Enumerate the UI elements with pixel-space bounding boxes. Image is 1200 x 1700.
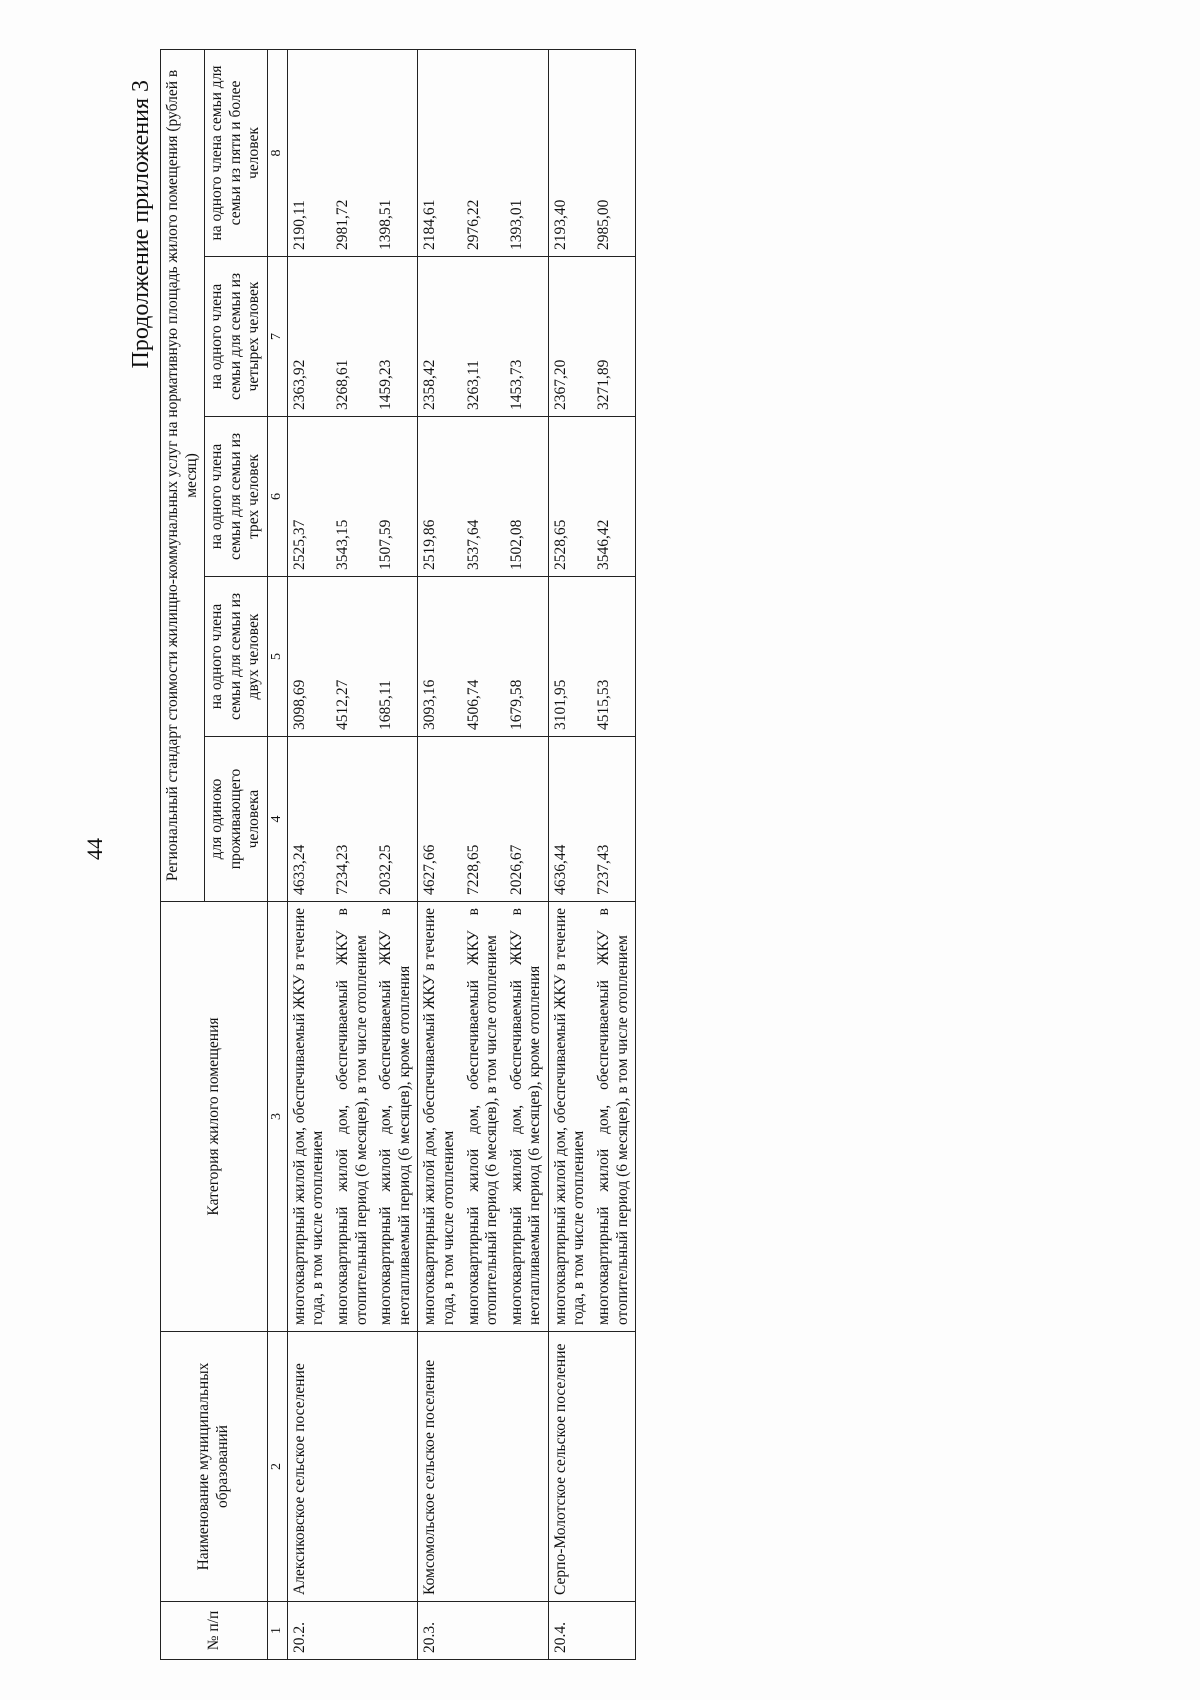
municipality-name: Комсомольское сельское поселение — [418, 1332, 462, 1602]
header-col-five-plus: на одного члена семьи для семьи из пяти и более человек — [205, 49, 268, 256]
column-number: 2 — [267, 1332, 287, 1602]
value-five-plus: 2184,61 — [418, 49, 462, 256]
table-row — [374, 49, 418, 1659]
header-col-number: № п/п — [161, 1602, 268, 1660]
header-col-two: на одного члена семьи для семьи из двух человек — [205, 577, 268, 737]
municipality-name — [374, 1332, 418, 1602]
value-four: 2363,92 — [287, 257, 331, 417]
municipality-name — [505, 1332, 549, 1602]
value-single: 7237,43 — [592, 737, 636, 902]
value-three: 3546,42 — [592, 417, 636, 577]
column-number: 4 — [267, 737, 287, 902]
value-three: 1507,59 — [374, 417, 418, 577]
row-number: 20.3. — [418, 1602, 462, 1660]
value-single: 7234,23 — [331, 737, 374, 902]
column-number: 6 — [267, 417, 287, 577]
row-number — [374, 1602, 418, 1660]
value-three: 2519,86 — [418, 417, 462, 577]
value-three: 2528,65 — [548, 417, 592, 577]
row-number — [462, 1602, 505, 1660]
value-two: 1679,58 — [505, 577, 549, 737]
housing-category: многоквартирный жилой дом, обеспечиваемый ЖКУ в отопительный период (6 месяцев), в том числе отоплением — [331, 902, 374, 1332]
value-single: 2032,25 — [374, 737, 418, 902]
table-row — [462, 49, 505, 1659]
table-row — [548, 49, 592, 1659]
standards-table — [160, 49, 636, 1660]
value-two: 4506,74 — [462, 577, 505, 737]
value-four: 2358,42 — [418, 257, 462, 417]
municipality-name: Серпо-Молотское сельское поселение — [548, 1332, 592, 1602]
value-three: 3543,15 — [331, 417, 374, 577]
value-five-plus: 2190,11 — [287, 49, 331, 256]
housing-category: многоквартирный жилой дом, обеспечиваемый ЖКУ в неотапливаемый период (6 месяцев), кроме отопления — [505, 902, 549, 1332]
continuation-label: Продолжение приложения 3 — [128, 80, 154, 369]
housing-category: многоквартирный жилой дом, обеспечиваемый ЖКУ в неотапливаемый период (6 месяцев), кроме отопления — [374, 902, 418, 1332]
column-number: 8 — [267, 49, 287, 256]
value-five-plus: 1398,51 — [374, 49, 418, 256]
value-three: 2525,37 — [287, 417, 331, 577]
value-four: 3271,89 — [592, 257, 636, 417]
header-col-four: на одного члена семьи для семьи из четырех человек — [205, 257, 268, 417]
value-two: 4515,53 — [592, 577, 636, 737]
page-number: 44 — [82, 838, 107, 860]
value-two: 4512,27 — [331, 577, 374, 737]
value-single: 2026,67 — [505, 737, 549, 902]
value-single: 4627,66 — [418, 737, 462, 902]
municipality-name: Алексиковское сельское поселение — [287, 1332, 331, 1602]
housing-category: многоквартирный жилой дом, обеспечиваемый ЖКУ в течение года, в том числе отоплением — [548, 902, 592, 1332]
value-five-plus: 1393,01 — [505, 49, 549, 256]
table-row — [505, 49, 549, 1659]
header-col-single: для одиноко проживающего человека — [205, 737, 268, 902]
table-row — [418, 49, 462, 1659]
housing-category: многоквартирный жилой дом, обеспечиваемый ЖКУ в отопительный период (6 месяцев), в том числе отоплением — [592, 902, 636, 1332]
value-single: 4633,24 — [287, 737, 331, 902]
header-col-municipality: Наименование муниципальных образований — [161, 1332, 268, 1602]
row-number — [505, 1602, 549, 1660]
municipality-name — [592, 1332, 636, 1602]
value-four: 3263,11 — [462, 257, 505, 417]
value-four: 1459,23 — [374, 257, 418, 417]
value-two: 1685,11 — [374, 577, 418, 737]
column-number: 1 — [267, 1602, 287, 1660]
value-two: 3093,16 — [418, 577, 462, 737]
value-three: 1502,08 — [505, 417, 549, 577]
value-two: 3098,69 — [287, 577, 331, 737]
value-four: 3268,61 — [331, 257, 374, 417]
value-five-plus: 2193,40 — [548, 49, 592, 256]
table-row — [331, 49, 374, 1659]
value-five-plus: 2981,72 — [331, 49, 374, 256]
value-single: 4636,44 — [548, 737, 592, 902]
column-number: 5 — [267, 577, 287, 737]
municipality-name — [331, 1332, 374, 1602]
value-single: 7228,65 — [462, 737, 505, 902]
row-number — [331, 1602, 374, 1660]
value-four: 1453,73 — [505, 257, 549, 417]
value-four: 2367,20 — [548, 257, 592, 417]
value-five-plus: 2985,00 — [592, 49, 636, 256]
column-number: 7 — [267, 257, 287, 417]
row-number — [592, 1602, 636, 1660]
table-row — [592, 49, 636, 1659]
municipality-name — [462, 1332, 505, 1602]
housing-category: многоквартирный жилой дом, обеспечиваемый ЖКУ в течение года, в том числе отоплением — [418, 902, 462, 1332]
value-three: 3537,64 — [462, 417, 505, 577]
header-col-three: на одного члена семьи для семьи из трех человек — [205, 417, 268, 577]
housing-category: многоквартирный жилой дом, обеспечиваемый ЖКУ в течение года, в том числе отоплением — [287, 902, 331, 1332]
value-five-plus: 2976,22 — [462, 49, 505, 256]
column-number: 3 — [267, 902, 287, 1332]
housing-category: многоквартирный жилой дом, обеспечиваемый ЖКУ в отопительный период (6 месяцев), в том числе отоплением — [462, 902, 505, 1332]
header-col-category: Категория жилого помещения — [161, 902, 268, 1332]
table-row — [287, 49, 331, 1659]
header-group-standard: Региональный стандарт стоимости жилищно-коммунальных услуг на нормативную площадь жилого помещения (рублей в месяц) — [161, 49, 205, 901]
value-two: 3101,95 — [548, 577, 592, 737]
row-number: 20.2. — [287, 1602, 331, 1660]
row-number: 20.4. — [548, 1602, 592, 1660]
